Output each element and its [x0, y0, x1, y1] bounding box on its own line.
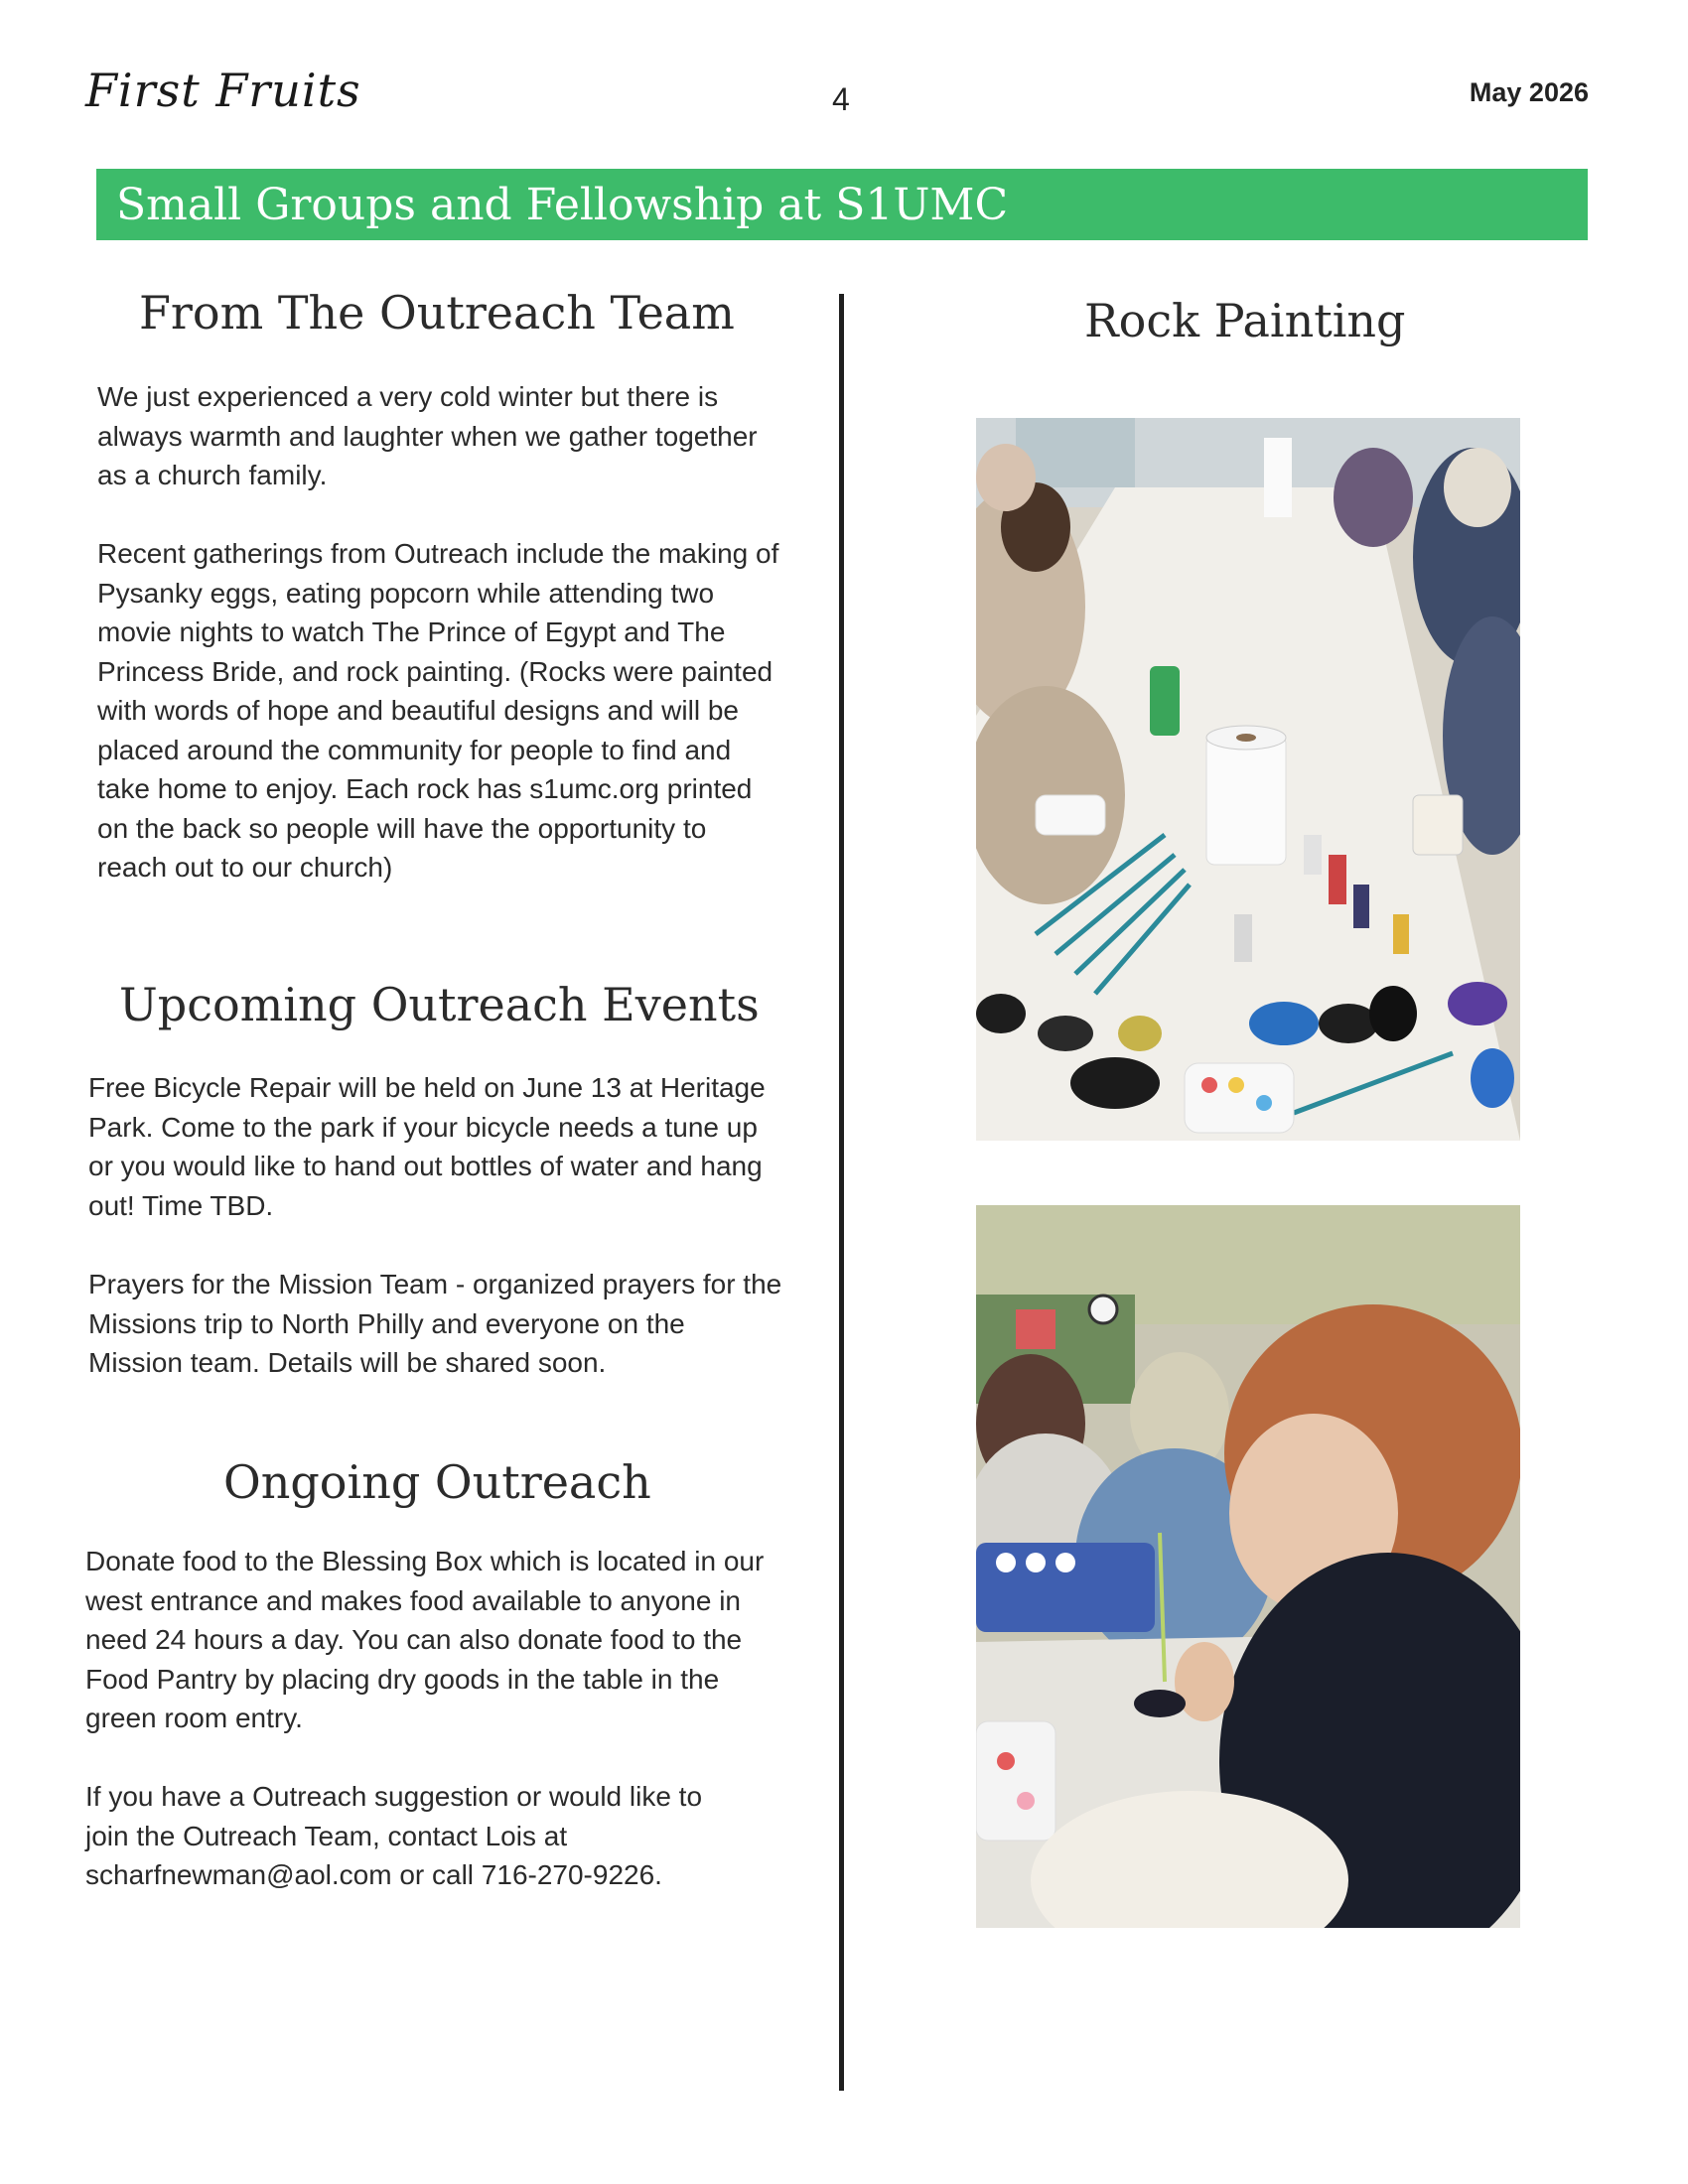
page-number: 4 — [832, 81, 850, 117]
issue-date: May 2026 — [1469, 77, 1589, 107]
section-banner — [96, 169, 1588, 240]
ongoing-outreach-paragraph-1: Donate food to the Blessing Box which is located in our west entrance and makes food available to anyone in need 24 hours a day. You can also donate food to the Food Pantry by placing dry goods in the table in the green room entry. — [85, 1546, 765, 1733]
upcoming-events-paragraph-2: Prayers for the Mission Team - organized prayers for the Missions trip to North Philly and everyone on the Mission team. Details will be shared soon. — [88, 1269, 782, 1378]
rock-painting-woman-photo — [976, 1205, 1520, 1928]
ongoing-outreach-heading: Ongoing Outreach — [223, 1455, 651, 1509]
rock-painting-heading: Rock Painting — [1084, 294, 1406, 347]
rock-painting-table-photo — [976, 418, 1520, 1141]
column-divider — [839, 294, 844, 2091]
outreach-team-paragraph-1: We just experienced a very cold winter but there is always warmth and laughter when we gather together as a church family. — [97, 381, 758, 490]
upcoming-events-heading: Upcoming Outreach Events — [119, 978, 760, 1031]
outreach-team-heading: From The Outreach Team — [139, 286, 735, 340]
masthead: First Fruits — [85, 64, 361, 117]
upcoming-events-paragraph-1: Free Bicycle Repair will be held on June 13 at Heritage Park. Come to the park if your bicycle needs a tune up or you would like to hand out bottles of water and hang out! Time TBD. — [88, 1072, 766, 1221]
outreach-team-paragraph-2: Recent gatherings from Outreach include the making of Pysanky eggs, eating popcorn while attending two movie nights to watch The Prince of Egypt and The Princess Bride, and rock painting. (Rocks were painted with words of hope and beautiful designs and will be placed around the community for people to find and take home to enjoy. Each rock has s1umc.org printed on the back so people will have the opportunity to reach out to our church) — [97, 538, 779, 883]
banner-title: Small Groups and Fellowship at S1UMC — [116, 179, 1009, 230]
ongoing-outreach-paragraph-2: If you have a Outreach suggestion or would like to join the Outreach Team, contact Lois at scharfnewman@aol.com or call 716-270-9226. — [85, 1781, 703, 1890]
